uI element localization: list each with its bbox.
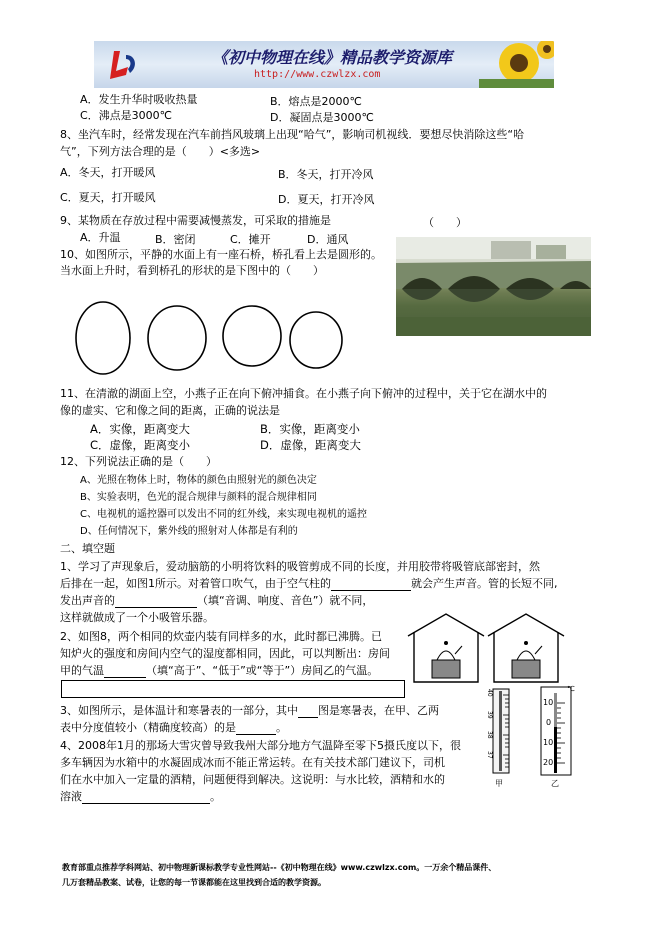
fill-q1-line2	[60, 577, 558, 591]
q11-option-b: B．实像，距离变小	[260, 422, 360, 436]
q11-stem-line1: 11、在清澈的湖面上空，小燕子正在向下俯冲捕食。在小燕子向下俯冲的过程中，关于它在湖水中的	[60, 387, 547, 400]
fill-q1-line2-pre: 后排在一起，如图1所示。对着管口吹气，由于空气柱的	[60, 577, 331, 590]
q9-answer-paren: （ ）	[423, 216, 467, 229]
q9-option-d: D．通风	[307, 233, 349, 246]
fill-q1-line3-post: （填“音调、响度、音色”）就不同，	[197, 594, 374, 607]
q7-option-c: C．沸点是3000℃	[80, 109, 173, 122]
fill-q2-line3	[60, 664, 378, 678]
q7-option-d: D．凝固点是3000℃	[270, 111, 374, 124]
q8-option-c: C．夏天，打开暖风	[60, 191, 156, 204]
houses-kettle-figure	[406, 612, 566, 684]
label-jia: 甲	[495, 779, 503, 788]
q11-option-a: A．实像，距离变大	[90, 422, 190, 436]
fill-q3-blank2[interactable]	[236, 722, 276, 735]
fill-q4-line4-pre: 溶液	[60, 790, 82, 803]
q9-option-a: A．升温	[80, 231, 121, 244]
fill-q1-line3-pre: 发出声音的	[60, 594, 115, 607]
fill-q1-blank1[interactable]	[331, 578, 411, 591]
fill-q3-line2-pre: 表中分度值较小（精确度较高）的是	[60, 721, 236, 734]
fill-q4-line4	[60, 790, 221, 804]
label-yi: 乙	[551, 779, 559, 788]
q7-option-a: A．发生升华时吸收热量	[80, 93, 198, 106]
kettle-yi	[512, 641, 542, 678]
site-logo-icon	[106, 47, 142, 83]
q12-option-d: D、任何情况下，紫外线的照射对人体都是有利的	[80, 526, 298, 537]
footer-line1: 教育部重点推荐学科网站、初中物理新课标教学专业性网站--《初中物理在线》www.czwlzx.com。一万余个精品课件、	[62, 863, 497, 872]
fill-q3-line1-pre: 3、如图所示，是体温计和寒暑表的一部分，其中	[60, 704, 298, 717]
fill-q3-line2	[60, 721, 287, 735]
yi-tick-label: 10	[543, 698, 554, 707]
q9-option-c: C．摊开	[230, 233, 271, 246]
stone-bridge-photo	[396, 237, 591, 336]
banner-title: 《初中物理在线》精品教学资源库	[212, 48, 453, 67]
fill-q2-line3-pre: 甲的气温	[60, 664, 104, 677]
fill-q1-line3	[60, 594, 373, 608]
fill-q4-line2: 多车辆因为水箱中的水凝固成冰而不能正常运转。在有关技术部门建议下，司机	[60, 756, 445, 769]
circle-option-1	[76, 302, 130, 374]
q10-stem-line1: 10、如图所示，平静的水面上有一座石桥，桥孔看上去是圆形的。	[60, 248, 382, 261]
q7-option-b: B．熔点是2000℃	[270, 95, 362, 108]
q11-stem-line2: 像的虚实、它和像之间的距离，正确的说法是	[60, 404, 280, 417]
fill-q2-line1: 2、如图8，两个相同的炊壶内装有同样多的水，此时都已沸腾。已	[60, 630, 382, 643]
section-heading: 二、填空题	[60, 542, 115, 555]
fill-q4-line3: 们在水中加入一定量的酒精，问题便得到解决。这说明：与水比较，酒精和水的	[60, 773, 445, 786]
jia-tick-38: 38	[486, 731, 493, 739]
fill-q3-blank1[interactable]	[298, 705, 318, 718]
yi-tick-label: 20	[543, 758, 554, 767]
q8-option-b: B．冬天，打开冷风	[278, 168, 374, 181]
yi-tick-label: 10	[543, 738, 554, 747]
banner-url: http://www.czwlzx.com	[254, 69, 381, 80]
fill-q2-blank[interactable]	[104, 665, 146, 678]
q12-option-b: B、实验表明，色光的混合规律与颜料的混合规律相同	[80, 492, 317, 503]
q11-option-c: C．虚像，距离变小	[90, 438, 191, 452]
yi-unit-label: ℃	[567, 685, 575, 693]
answer-box[interactable]	[61, 680, 405, 698]
bridge-hole-circle-options	[74, 300, 344, 380]
jia-tick-37: 37	[486, 751, 493, 759]
circle-option-4	[290, 312, 342, 368]
thermometer-figure	[485, 685, 590, 790]
fill-q2-line2: 知炉火的强度和房间内空气的湿度都相同，因此，可以判断出：房间	[60, 647, 390, 660]
q8-stem-line1: 8、坐汽车时，经常发现在汽车前挡风玻璃上出现“哈气”，影响司机视线．要想尽快消除这些“哈	[60, 128, 525, 141]
fill-q1-line2-post: 就会产生声音。管的长短不同,	[411, 577, 558, 590]
kettle-jia	[432, 641, 462, 678]
circle-option-2	[148, 306, 206, 370]
q8-option-a: A．冬天，打开暖风	[60, 166, 156, 179]
q12-option-c: C、电视机的遥控器可以发出不同的红外线，来实现电视机的遥控	[80, 509, 367, 520]
header-banner	[94, 41, 554, 88]
q9-option-b: B．密闭	[155, 233, 196, 246]
fill-q3-line2-post: 。	[276, 721, 287, 734]
fill-q3-line1	[60, 704, 439, 718]
q8-stem-line2: 气”，下列方法合理的是（ ）<多选>	[60, 145, 261, 158]
q11-option-d: D．虚像，距离变大	[260, 438, 361, 452]
jia-tick-39: 39	[486, 711, 493, 719]
q12-stem: 12、下列说法正确的是（ ）	[60, 455, 217, 468]
fill-q1-line1: 1、学习了声现象后，爱动脑筋的小明将饮料的吸管剪成不同的长度，并用胶带将吸管底部密封，然	[60, 560, 540, 573]
q12-option-a: A、光照在物体上时，物体的颜色由照射光的颜色决定	[80, 475, 317, 486]
fill-q4-line1: 4、2008年1月的那场大雪灾曾导致我州大部分地方气温降至零下5摄氏度以下，很	[60, 739, 461, 752]
jia-tick-40: 40	[486, 689, 493, 697]
fill-q3-line1-post: 图是寒暑表，在甲、乙两	[318, 704, 439, 717]
fill-q4-period: 。	[210, 790, 221, 803]
fill-q1-blank2[interactable]	[115, 595, 197, 608]
fill-q4-blank[interactable]	[82, 791, 210, 804]
fill-q1-line4: 这样就做成了一个小吸管乐器。	[60, 611, 214, 624]
q8-option-d: D．夏天，打开冷风	[278, 193, 375, 206]
q9-stem: 9、某物质在存放过程中需要减慢蒸发，可采取的措施是	[60, 214, 331, 227]
footer-line2: 几万套精品教案、试卷，让您的每一节课都能在这里找到合适的教学资源。	[62, 878, 326, 887]
sunflower-icon	[479, 41, 554, 88]
circle-option-3	[223, 306, 281, 366]
yi-tick-label: 0	[546, 718, 552, 727]
fill-q2-line3-post: （填“高于”、“低于”或“等于”）房间乙的气温。	[146, 664, 379, 677]
q10-stem-line2: 当水面上升时，看到桥孔的形状的是下图中的（ ）	[60, 264, 324, 277]
